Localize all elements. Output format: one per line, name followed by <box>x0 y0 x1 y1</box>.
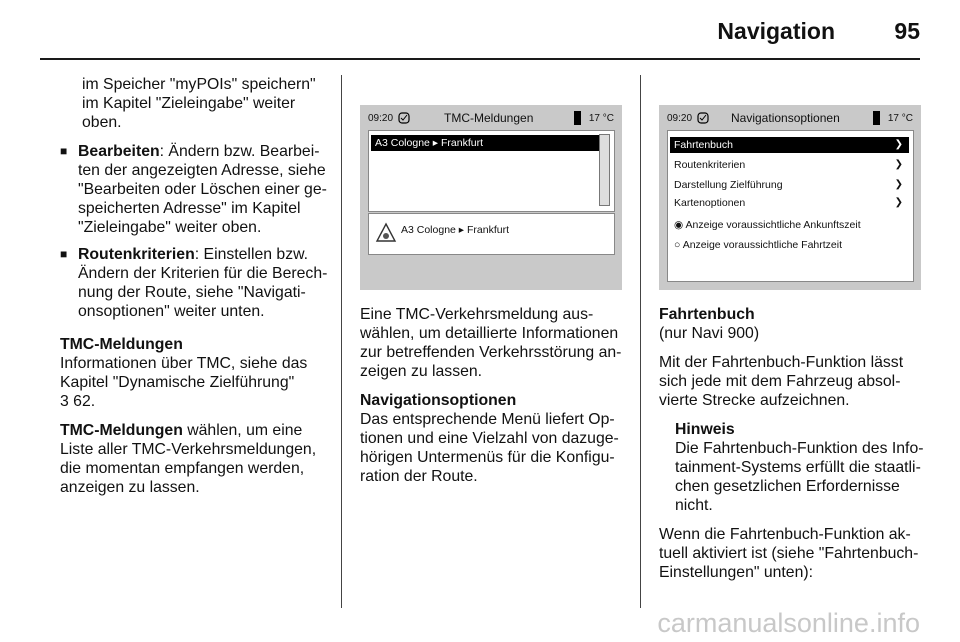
screen-temperature: 17 °C <box>887 113 913 124</box>
page-number: 95 <box>894 18 920 44</box>
clock-icon <box>398 112 410 124</box>
radio-label: Anzeige voraussichtliche Fahrtzeit <box>682 239 843 251</box>
screen-title: TMC-Meldungen <box>444 111 534 125</box>
chevron-right-icon: ❯ <box>894 179 903 190</box>
item-text: : Einstellen bzw. Ändern der Kriterien für die Berechnung der Route, siehe "Navigationsoptionen" weiter unten. <box>78 246 328 320</box>
chevron-right-icon: ❯ <box>894 139 903 150</box>
paragraph: Mit der Fahrtenbuch-Funktion lässt sich jede mit dem Fahrzeug absolvierte Strecke aufzeichnen. <box>659 354 904 409</box>
screen-time: 09:20 <box>667 113 693 124</box>
radio-ankunftszeit[interactable] <box>670 217 909 233</box>
radio-fahrtzeit[interactable] <box>670 237 909 253</box>
tmc-list <box>368 130 615 212</box>
column-1 <box>60 75 328 507</box>
paragraph: Wenn die Fahrtenbuch-Funktion aktuell aktiviert ist (siehe "Fahrtenbuch-Einstellungen" unten): <box>659 526 919 581</box>
header-rule <box>40 58 920 60</box>
menu-item-darstellung[interactable] <box>670 177 909 193</box>
chevron-right-icon: ❯ <box>894 197 903 208</box>
list-item <box>60 142 328 237</box>
note-box <box>659 420 925 515</box>
thermometer-icon <box>573 111 582 125</box>
screen-title: Navigationsoptionen <box>731 111 840 125</box>
screen-time: 09:20 <box>368 113 394 124</box>
section-heading: Fahrtenbuch <box>659 306 755 323</box>
traffic-warning-icon <box>375 222 397 244</box>
paragraph: Das entsprechende Menü liefert Optionen und eine Vielzahl von dazugehörigen Untermenüs für die Konfiguration der Route. <box>360 411 619 485</box>
menu-item-label: Fahrtenbuch <box>674 139 733 151</box>
page-reference: 3 62. <box>60 393 96 410</box>
tmc-detail-box <box>368 213 615 255</box>
note-title: Hinweis <box>675 421 735 438</box>
term: TMC-Meldungen <box>60 422 183 439</box>
screen-temperature: 17 °C <box>588 113 614 124</box>
menu-item-label: Routenkriterien <box>674 159 746 171</box>
heading-subtitle: (nur Navi 900) <box>659 325 760 342</box>
menu-item-label: Darstellung Zielführung <box>674 179 783 191</box>
term: Routenkriterien <box>78 246 195 263</box>
page-title: Navigation <box>717 18 835 44</box>
paragraph: im Speicher "myPOIs" speichern" im Kapitel "Zieleingabe" weiter oben. <box>82 76 316 131</box>
watermark: carmanualsonline.info <box>657 608 920 638</box>
radio-label: Anzeige voraussichtliche Ankunftszeit <box>685 219 861 231</box>
list-item <box>60 245 328 321</box>
thermometer-icon <box>872 111 881 125</box>
menu-item-kartenoptionen[interactable] <box>670 195 909 211</box>
radio-selected-icon: ◉ <box>674 219 684 231</box>
scrollbar[interactable] <box>599 134 610 206</box>
navigation-options-screen-image <box>659 105 921 290</box>
tmc-list-item[interactable]: A3 Cologne ▸ Frankfurt <box>371 135 603 151</box>
menu-item-label: Kartenoptionen <box>674 197 746 209</box>
paragraph: Eine TMC-Verkehrsmeldung auswählen, um detaillierte Informationen zur betreffenden Verkehrsstörung anzeigen zu lassen. <box>360 306 622 380</box>
column-divider-2 <box>640 75 641 608</box>
menu-item-routenkriterien[interactable] <box>670 157 909 173</box>
section-heading: Navigationsoptionen <box>360 392 517 409</box>
page-header <box>40 0 920 60</box>
section-heading: TMC-Meldungen <box>60 336 183 353</box>
note-text: Die Fahrtenbuch-Funktion des Infotainment-Systems erfüllt die staatlichen gesetzlichen Erfordernisse nicht. <box>675 440 924 514</box>
paragraph: Informationen über TMC, siehe das Kapitel "Dynamische Zielführung" <box>60 355 308 391</box>
column-divider-1 <box>341 75 342 608</box>
menu-item-fahrtenbuch[interactable] <box>670 137 909 153</box>
square-bullet-icon: ■ <box>60 144 68 158</box>
column-2 <box>360 305 628 496</box>
chevron-right-icon: ❯ <box>894 159 903 170</box>
radio-unselected-icon: ○ <box>674 239 681 251</box>
navigation-options-list <box>667 130 914 282</box>
tmc-screen-image <box>360 105 622 290</box>
square-bullet-icon: ■ <box>60 247 68 261</box>
item-text: : Ändern bzw. Bearbeiten der angezeigten Adresse, siehe "Bearbeiten oder Löschen einer gespeicherten Adresse" im Kapitel "Zieleingabe" weiter oben. <box>78 143 327 236</box>
term: Bearbeiten <box>78 143 160 160</box>
column-3 <box>659 305 925 592</box>
paragraph <box>60 421 328 497</box>
clock-icon <box>697 112 709 124</box>
tmc-detail-text: A3 Cologne ▸ Frankfurt <box>401 224 509 236</box>
paragraph-text: wählen, um eine Liste aller TMC-Verkehrsmeldungen, die momentan empfangen werden, anzeigen zu lassen. <box>60 422 317 496</box>
